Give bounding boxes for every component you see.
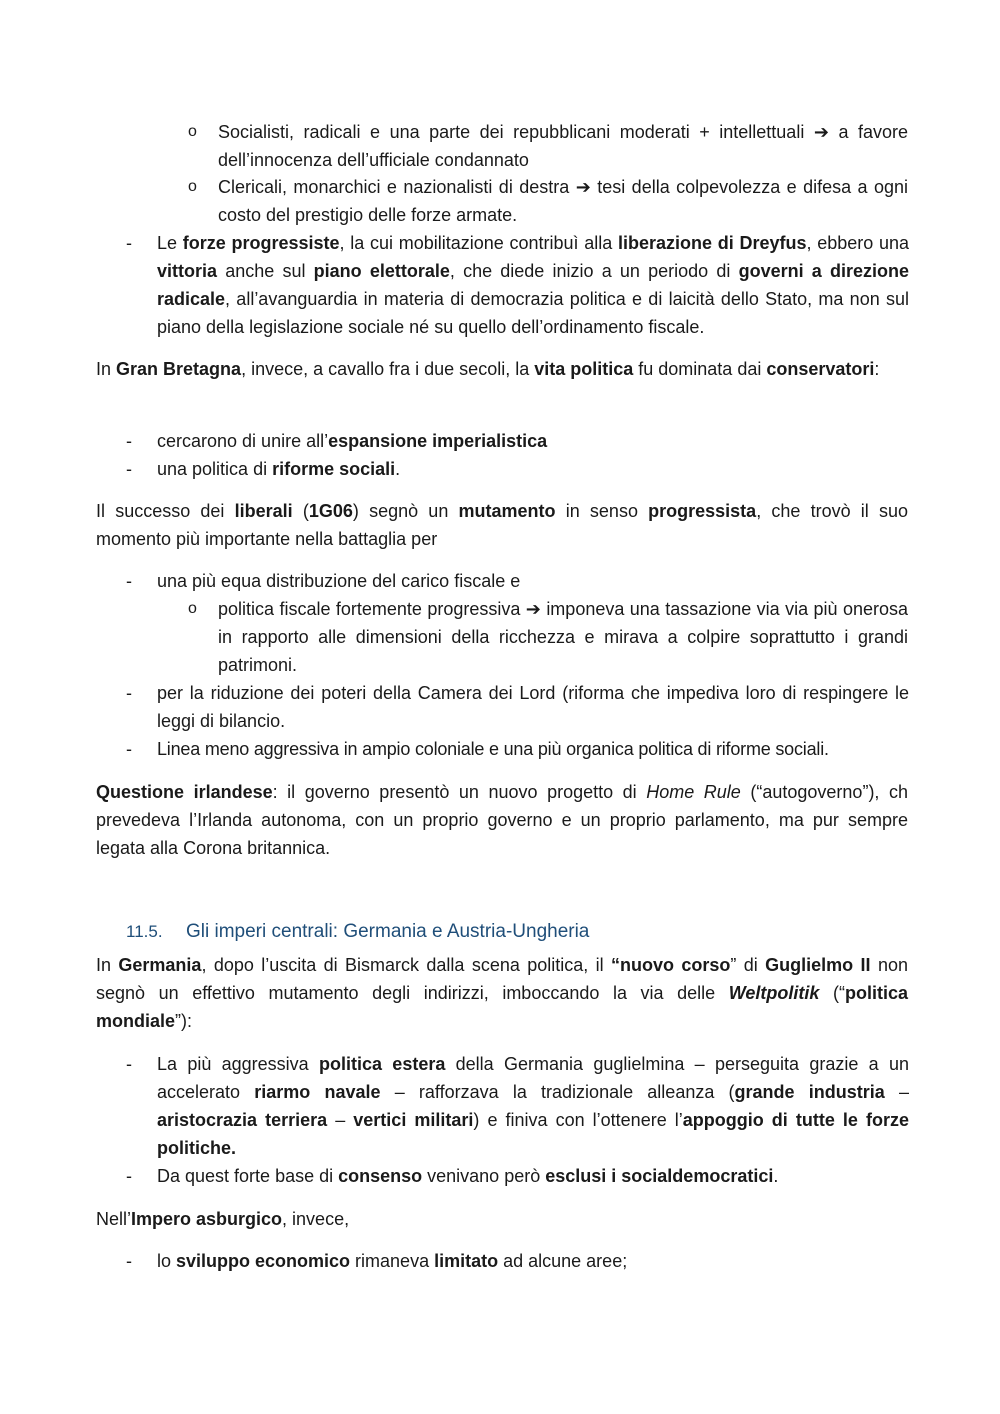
dash-bullet: -	[126, 571, 132, 591]
circle-bullet: o	[188, 178, 197, 195]
list-item: Da quest forte base di consenso venivano però esclusi i socialdemocratici.	[157, 1166, 779, 1186]
list-item: una più equa distribuzione del carico fiscale e	[157, 571, 521, 591]
circle-bullet: o	[188, 600, 197, 617]
list-item: lo sviluppo economico rimaneva limitato ad alcune aree;	[157, 1251, 628, 1271]
list-item: una politica di riforme sociali.	[157, 459, 401, 479]
list-item: per la riduzione dei poteri della Camera dei Lord (riforma che impediva loro di respingere le leggi di bilancio.	[157, 683, 909, 731]
dash-bullet: -	[126, 1251, 132, 1271]
section-number: 11.5.	[126, 922, 163, 941]
arrow-right-icon: ➔	[813, 122, 829, 142]
section-title: Gli imperi centrali: Germania e Austria-Ungheria	[186, 921, 590, 942]
dash-bullet: -	[126, 683, 132, 703]
list-item: cercarono di unire all’espansione imperialistica	[157, 431, 548, 451]
arrow-right-icon: ➔	[575, 177, 591, 197]
section-heading	[126, 918, 589, 946]
list-subitem: Socialisti, radicali e una parte dei repubblicani moderati + intellettuali ➔ a favore dell’innocenza dell’ufficiale condannato	[218, 122, 908, 170]
list-subitem: Clericali, monarchici e nazionalisti di destra ➔ tesi della colpevolezza e difesa a ogni costo del prestigio delle forze armate.	[218, 177, 908, 225]
dash-bullet: -	[126, 1166, 132, 1186]
paragraph: Nell’Impero asburgico, invece,	[96, 1209, 350, 1229]
paragraph: In Germania, dopo l’uscita di Bismarck dalla scena politica, il “nuovo corso” di Guglielmo II non segnò un effettivo mutamento degli indirizzi, imboccando la via delle Weltpolitik (“politica mondiale”):	[96, 955, 908, 1031]
dash-bullet: -	[126, 459, 132, 479]
dash-bullet: -	[126, 233, 132, 253]
list-item: La più aggressiva politica estera della Germania guglielmina – perseguita grazie a un accelerato riarmo navale – rafforzava la tradizionale alleanza (grande industria – aristocrazia terriera – vertici militari) e finiva con l’ottenere l’appoggio di tutte le forze politiche.	[157, 1054, 909, 1158]
paragraph: Il successo dei liberali (1G06) segnò un mutamento in senso progressista, che trovò il suo momento più importante nella battaglia per	[96, 501, 908, 549]
circle-bullet: o	[188, 123, 197, 140]
dash-bullet: -	[126, 431, 132, 451]
list-item: Linea meno aggressiva in ampio coloniale e una più organica politica di riforme sociali.	[157, 739, 829, 759]
paragraph: Questione irlandese: il governo presentò un nuovo progetto di Home Rule (“autogoverno”), ch prevedeva l’Irlanda autonoma, con un proprio governo e un proprio parlamento, ma pur sempre legata alla Corona britannica.	[96, 782, 908, 858]
paragraph: In Gran Bretagna, invece, a cavallo fra i due secoli, la vita politica fu dominata dai conservatori:	[96, 359, 880, 379]
dash-bullet: -	[126, 739, 132, 759]
list-subitem: politica fiscale fortemente progressiva ➔ imponeva una tassazione via via più onerosa in rapporto alle dimensioni della ricchezza e mirava a colpire soprattutto i grandi patrimoni.	[218, 599, 908, 675]
dash-bullet: -	[126, 1054, 132, 1074]
arrow-right-icon: ➔	[525, 599, 541, 619]
list-item: Le forze progressiste, la cui mobilitazione contribuì alla liberazione di Dreyfus, ebbero una vittoria anche sul piano elettorale, che diede inizio a un periodo di governi a direzione radicale, all’avanguardia in materia di democrazia politica e di laicità dello Stato, ma non sul piano della legislazione sociale né su quello dell’ordinamento fiscale.	[157, 233, 909, 337]
